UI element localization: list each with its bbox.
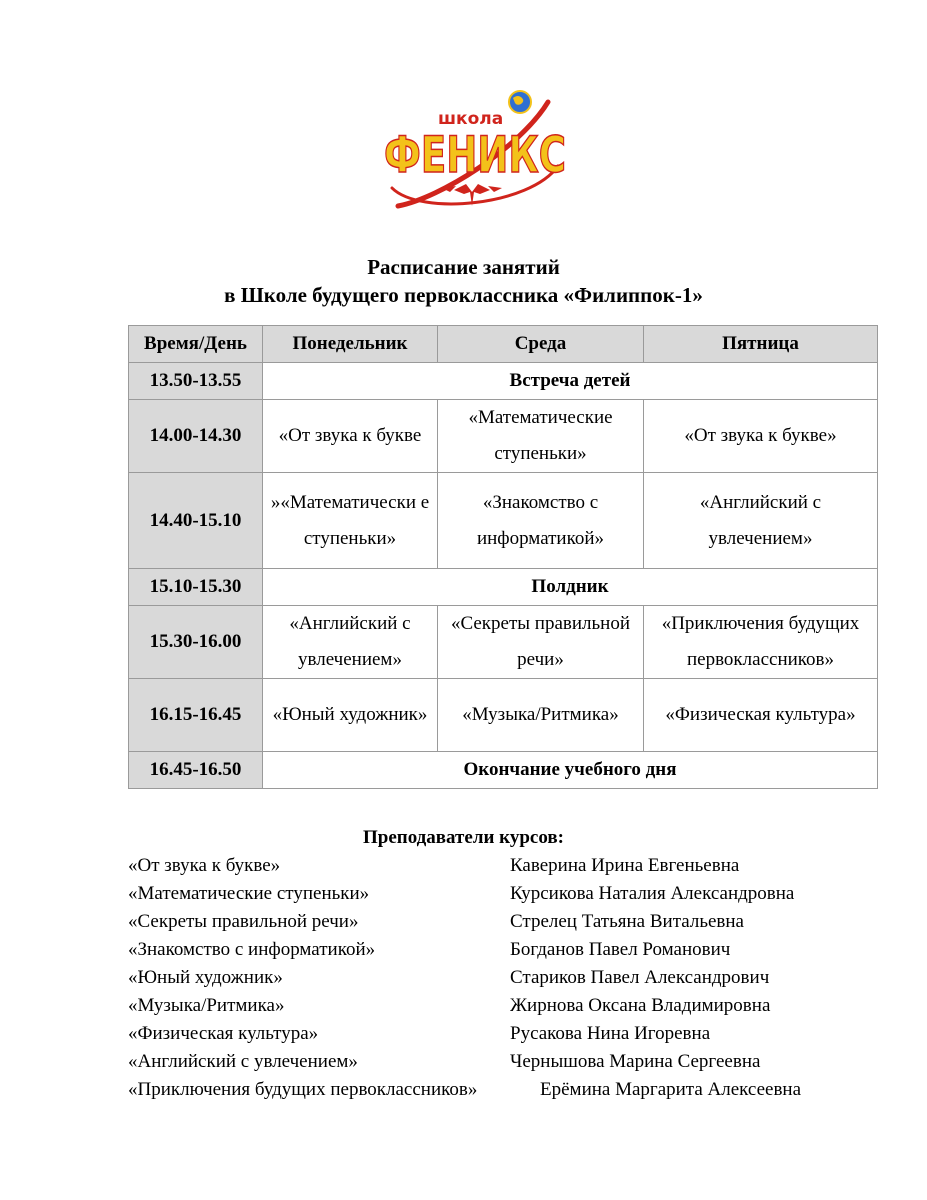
teachers-list [128, 852, 888, 1104]
teacher-name: Стрелец Татьяна Витальевна [510, 911, 744, 932]
wednesday-cell: «Секреты правильной речи» [438, 606, 644, 679]
course-name: «Юный художник» [128, 967, 283, 988]
teacher-name: Жирнова Оксана Владимировна [510, 995, 771, 1016]
wednesday-cell: «Музыка/Ритмика» [438, 679, 644, 752]
table-header-row [129, 326, 878, 363]
time-cell: 14.00-14.30 [129, 400, 263, 473]
table-row [129, 473, 878, 569]
list-item [128, 1048, 888, 1076]
phoenix-logo-graphic [380, 88, 570, 216]
table-row [129, 606, 878, 679]
time-cell: 15.30-16.00 [129, 606, 263, 679]
monday-cell: «От звука к букве [263, 400, 438, 473]
course-name: «Приключения будущих первоклассников» [128, 1079, 478, 1100]
logo-main-text: ФЕНИКС [384, 126, 566, 184]
teacher-name: Ерёмина Маргарита Алексеевна [540, 1079, 802, 1100]
list-item [128, 1020, 888, 1048]
teacher-name: Каверина Ирина Евгеньевна [510, 855, 740, 876]
course-name: «Физическая культура» [128, 1023, 319, 1044]
header-monday: Понедельник [263, 326, 438, 363]
friday-cell: «Приключения будущих первоклассников» [644, 606, 878, 679]
teacher-name: Богданов Павел Романович [510, 939, 731, 960]
schedule-table [128, 325, 878, 789]
header-time-day: Время/День [129, 326, 263, 363]
monday-cell: «Юный художник» [263, 679, 438, 752]
course-name: «От звука к букве» [128, 855, 281, 876]
table-row [129, 679, 878, 752]
wednesday-cell: «Знакомство с информатикой» [438, 473, 644, 569]
wednesday-cell: «Математические ступеньки» [438, 400, 644, 473]
page-title-line2: в Школе будущего первоклассника «Филиппок-1» [224, 283, 703, 307]
friday-cell: «Физическая культура» [644, 679, 878, 752]
merged-activity-cell: Окончание учебного дня [263, 752, 878, 789]
table-row [129, 569, 878, 606]
teacher-name: Чернышова Марина Сергеевна [510, 1051, 761, 1072]
time-cell: 13.50-13.55 [129, 363, 263, 400]
time-cell: 14.40-15.10 [129, 473, 263, 569]
list-item [128, 936, 888, 964]
header-friday: Пятница [644, 326, 878, 363]
time-cell: 15.10-15.30 [129, 569, 263, 606]
school-logo [380, 88, 570, 216]
page-title-line1: Расписание занятий [367, 255, 560, 279]
monday-cell: «Английский с увлечением» [263, 606, 438, 679]
table-row [129, 363, 878, 400]
table-row [129, 752, 878, 789]
monday-cell: »«Математически е ступеньки» [263, 473, 438, 569]
list-item [128, 1076, 888, 1104]
friday-cell: «Английский с увлечением» [644, 473, 878, 569]
course-name: «Музыка/Ритмика» [128, 995, 285, 1016]
table-row [129, 400, 878, 473]
list-item [128, 908, 888, 936]
course-name: «Английский с увлечением» [128, 1051, 358, 1072]
merged-activity-cell: Встреча детей [263, 363, 878, 400]
friday-cell: «От звука к букве» [644, 400, 878, 473]
list-item [128, 880, 888, 908]
teacher-name: Русакова Нина Игоревна [510, 1023, 711, 1044]
time-cell: 16.15-16.45 [129, 679, 263, 752]
merged-activity-cell: Полдник [263, 569, 878, 606]
list-item [128, 992, 888, 1020]
course-name: «Знакомство с информатикой» [128, 939, 376, 960]
logo-top-text: школа [438, 109, 504, 129]
time-cell: 16.45-16.50 [129, 752, 263, 789]
header-wednesday: Среда [438, 326, 644, 363]
teacher-name: Курсикова Наталия Александровна [510, 883, 795, 904]
teacher-name: Стариков Павел Александрович [510, 967, 770, 988]
teachers-title: Преподаватели курсов: [363, 827, 564, 848]
course-name: «Секреты правильной речи» [128, 911, 359, 932]
list-item [128, 964, 888, 992]
course-name: «Математические ступеньки» [128, 883, 370, 904]
list-item [128, 852, 888, 880]
